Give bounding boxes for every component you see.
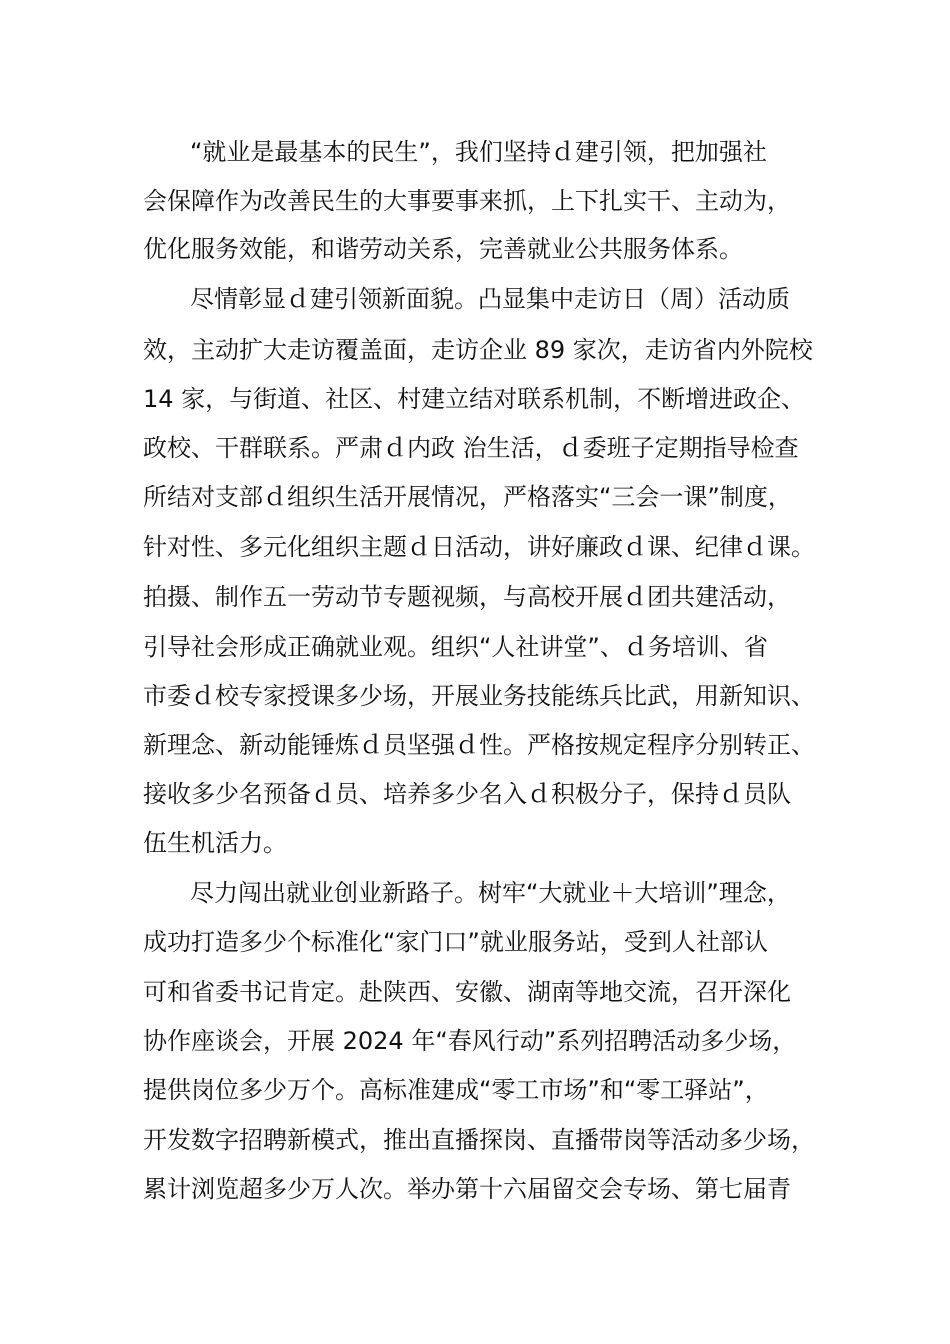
paragraph-3-line-6: 开发数字招聘新模式，推出直播探岗、直播带岗等活动多少场，: [143, 1126, 815, 1154]
paragraph-2-line-4: 政校、干群联系。严肃ｄ内政 治生活，ｄ委班子定期指导检查: [143, 434, 799, 462]
paragraph-3-line-4: 协作座谈会，开展 2024 年“春风行动”系列招聘活动多少场，: [143, 1027, 797, 1055]
paragraph-2-line-10: 新理念、新动能锤炼ｄ员坚强ｄ性。严格按规定程序分别转正、: [143, 731, 815, 759]
paragraph-3-line-1: 尽力闯出就业创业新路子。树牢“大就业＋大培训”理念，: [190, 879, 791, 907]
paragraph-1-line-3: 优化服务效能，和谐劳动关系，完善就业公共服务体系。: [143, 235, 743, 263]
paragraph-3-line-5: 提供岗位多少万个。高标准建成“零工市场”和“零工驿站”，: [143, 1076, 769, 1104]
paragraph-2-line-8: 引导社会形成正确就业观。组织“人社讲堂”、ｄ务培训、省: [143, 633, 768, 661]
paragraph-2-line-2: 效，主动扩大走访覆盖面，走访企业 89 家次，走访省内外院校: [143, 336, 813, 364]
paragraph-2-line-9: 市委ｄ校专家授课多少场，开展业务技能练兵比武，用新知识、: [143, 682, 815, 710]
paragraph-3-line-7: 累计浏览超多少万人次。举办第十六届留交会专场、第七届青: [143, 1175, 791, 1203]
paragraph-2-line-5: 所结对支部ｄ组织生活开展情况，严格落实“三会一课”制度，: [143, 483, 792, 511]
paragraph-3-line-2: 成功打造多少个标准化“家门口”就业服务站，受到人社部认: [143, 928, 768, 956]
paragraph-3-line-3: 可和省委书记肯定。赴陕西、安徽、湖南等地交流，召开深化: [143, 978, 791, 1006]
paragraph-2-line-1: 尽情彰显ｄ建引领新面貌。凸显集中走访日（周）活动质: [190, 285, 790, 313]
paragraph-2-line-12: 伍生机活力。: [143, 829, 287, 857]
paragraph-2-line-6: 针对性、多元化组织主题ｄ日活动，讲好廉政ｄ课、纪律ｄ课。: [143, 533, 815, 561]
paragraph-2-line-7: 拍摄、制作五一劳动节专题视频，与高校开展ｄ团共建活动，: [143, 583, 791, 611]
paragraph-1-line-2: 会保障作为改善民生的大事要事来抓，上下扎实干、主动为，: [143, 187, 791, 215]
paragraph-1-line-1: “就业是最基本的民生”，我们坚持ｄ建引领，把加强社: [190, 138, 767, 166]
paragraph-2-line-11: 接收多少名预备ｄ员、培养多少名入ｄ积极分子，保持ｄ员队: [143, 780, 791, 808]
paragraph-2-line-3: 14 家，与街道、社区、村建立结对联系机制，不断增进政企、: [143, 385, 806, 413]
